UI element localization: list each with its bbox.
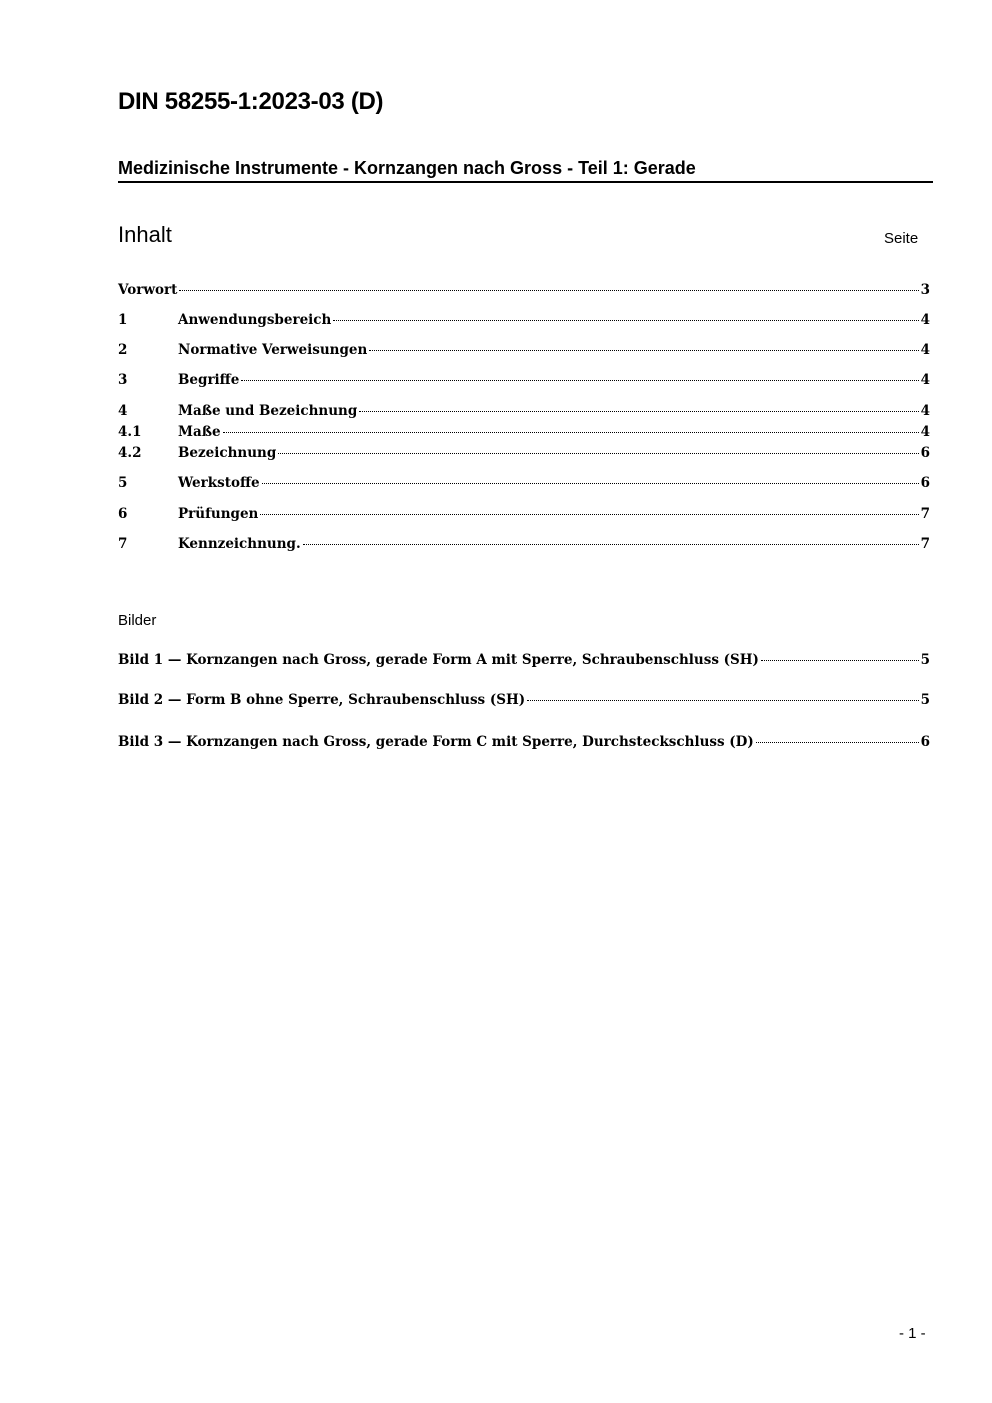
figure-entry-page: 6 (920, 734, 930, 750)
dot-leader (262, 482, 919, 484)
figure-entry-title: Bild 2 — Form B ohne Sperre, Schraubenschluss (SH) (118, 692, 526, 708)
toc-entry-title: Begriffe (178, 372, 240, 388)
dot-leader (260, 513, 918, 515)
toc-entry-title: Vorwort (118, 282, 178, 298)
dot-leader (241, 379, 918, 381)
toc-entry-number: 5 (118, 475, 128, 491)
toc-entry-3[interactable] (118, 371, 930, 389)
dot-leader (359, 410, 918, 412)
toc-entry-number: 2 (118, 342, 128, 358)
toc-entry-1[interactable] (118, 311, 930, 329)
toc-entry-title: Normative Verweisungen (178, 342, 368, 358)
toc-entry-vorwort[interactable] (118, 281, 930, 299)
figure-entry-page: 5 (920, 652, 930, 668)
figure-entry-1[interactable] (118, 651, 930, 669)
figure-entry-title: Bild 3 — Kornzangen nach Gross, gerade Form C mit Sperre, Durchsteckschluss (D) (118, 734, 754, 750)
dot-leader (761, 659, 919, 661)
dot-leader (369, 349, 918, 351)
toc-entry-4-1[interactable] (118, 423, 930, 441)
toc-entry-page: 6 (920, 475, 930, 491)
toc-entry-7[interactable] (118, 535, 930, 553)
toc-entry-title: Maße und Bezeichnung (178, 403, 358, 419)
toc-entry-page: 4 (920, 312, 930, 328)
toc-entry-6[interactable] (118, 505, 930, 523)
toc-entry-title: Kennzeichnung. (178, 536, 301, 552)
figure-entry-title: Bild 1 — Kornzangen nach Gross, gerade Form A mit Sperre, Schraubenschluss (SH) (118, 652, 759, 668)
dot-leader (223, 431, 919, 433)
toc-entry-number: 6 (118, 506, 128, 522)
toc-entry-number: 4.1 (118, 424, 142, 440)
toc-entry-title: Prüfungen (178, 506, 259, 522)
toc-entry-number: 3 (118, 372, 128, 388)
figure-entry-2[interactable] (118, 691, 930, 709)
toc-entry-4[interactable] (118, 402, 930, 420)
page-number: - 1 - (899, 1325, 926, 1342)
toc-entry-number: 4 (118, 403, 128, 419)
toc-entry-4-2[interactable] (118, 444, 930, 462)
toc-entry-2[interactable] (118, 341, 930, 359)
toc-entry-5[interactable] (118, 474, 930, 492)
dot-leader (756, 741, 919, 743)
figure-entry-page: 5 (920, 692, 930, 708)
toc-entry-title: Maße (178, 424, 221, 440)
document-title: DIN 58255-1:2023-03 (D) (118, 88, 384, 115)
dot-leader (527, 699, 918, 701)
dot-leader (303, 543, 919, 545)
toc-heading: Inhalt (118, 222, 172, 247)
toc-entry-number: 4.2 (118, 445, 142, 461)
document-subtitle: Medizinische Instrumente - Kornzangen nach Gross - Teil 1: Gerade (118, 158, 933, 183)
toc-entry-number: 7 (118, 536, 128, 552)
figure-entry-3[interactable] (118, 733, 930, 751)
toc-entry-number: 1 (118, 312, 128, 328)
dot-leader (333, 319, 918, 321)
figures-heading: Bilder (118, 612, 157, 629)
toc-entry-title: Bezeichnung (178, 445, 277, 461)
toc-entry-page: 4 (920, 372, 930, 388)
toc-entry-page: 3 (920, 282, 930, 298)
toc-entry-page: 4 (920, 424, 930, 440)
toc-entry-page: 7 (920, 506, 930, 522)
toc-entry-title: Werkstoffe (178, 475, 260, 491)
toc-entry-page: 7 (920, 536, 930, 552)
dot-leader (278, 452, 918, 454)
toc-entry-page: 6 (920, 445, 930, 461)
toc-entry-title: Anwendungsbereich (178, 312, 332, 328)
toc-page-column-label: Seite (884, 230, 919, 247)
dot-leader (179, 289, 918, 291)
toc-entry-page: 4 (920, 342, 930, 358)
toc-entry-page: 4 (920, 403, 930, 419)
